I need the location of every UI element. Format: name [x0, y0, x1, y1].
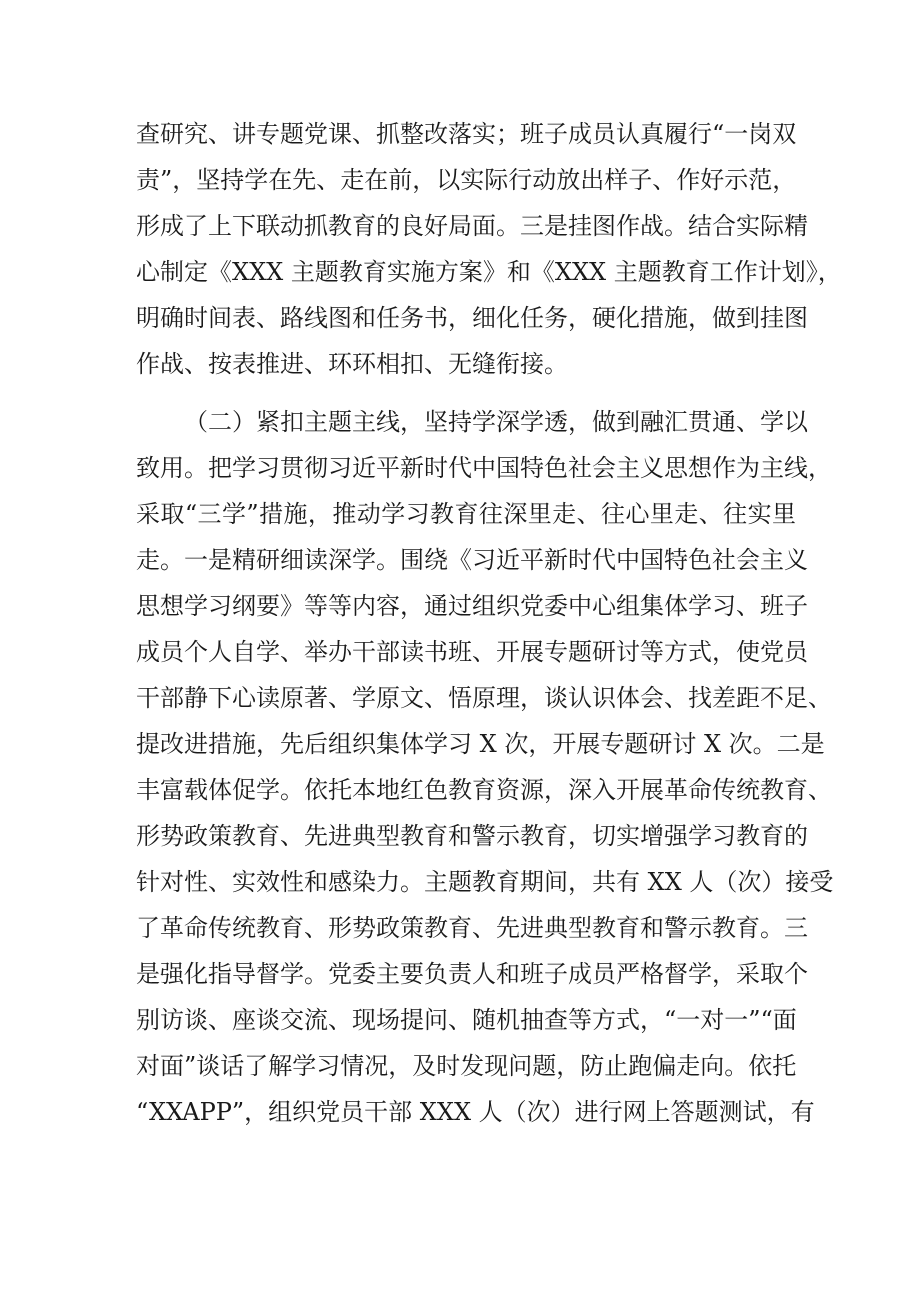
paragraph-line: 明确时间表、路线图和任务书，细化任务，硬化措施，做到挂图	[136, 304, 808, 332]
paragraph-line: 别访谈、座谈交流、现场提问、随机抽查等方式，“一对一”“面	[136, 1006, 797, 1034]
paragraph-line: 针对性、实效性和感染力。主题教育期间，共有 XX 人（次）接受	[136, 868, 834, 896]
paragraph-line-indented: （二）紧扣主题主线，坚持学深学透，做到融汇贯通、学以	[184, 408, 808, 436]
paragraph-line: 责”，坚持学在先、走在前，以实际行动放出样子、作好示范，	[136, 166, 797, 194]
paragraph-line: 丰富载体促学。依托本地红色教育资源，深入开展革命传统教育、	[136, 776, 832, 804]
paragraph-line: 心制定《XXX 主题教育实施方案》和《XXX 主题教育工作计划》，	[136, 258, 842, 286]
paragraph-line: 提改进措施，先后组织集体学习 X 次，开展专题研讨 X 次。二是	[136, 730, 825, 758]
paragraph-line: 形势政策教育、先进典型教育和警示教育，切实增强学习教育的	[136, 822, 808, 850]
paragraph-line: 形成了上下联动抓教育的良好局面。三是挂图作战。结合实际精	[136, 212, 808, 240]
paragraph-line: 思想学习纲要》等等内容，通过组织党委中心组集体学习、班子	[136, 592, 808, 620]
paragraph-line: 成员个人自学、举办干部读书班、开展专题研讨等方式，使党员	[136, 638, 808, 666]
paragraph-line: 查研究、讲专题党课、抓整改落实；班子成员认真履行“一岗双	[136, 120, 797, 148]
paragraph-line: 是强化指导督学。党委主要负责人和班子成员严格督学，采取个	[136, 960, 808, 988]
paragraph-line: “XXAPP”，组织党员干部 XXX 人（次）进行网上答题测试，有	[136, 1098, 815, 1126]
paragraph-line: 对面”谈话了解学习情况，及时发现问题，防止跑偏走向。依托	[136, 1052, 797, 1080]
paragraph-line: 干部静下心读原著、学原文、悟原理，谈认识体会、找差距不足、	[136, 684, 832, 712]
paragraph-line: 了革命传统教育、形势政策教育、先进典型教育和警示教育。三	[136, 914, 808, 942]
paragraph-line: 作战、按表推进、环环相扣、无缝衔接。	[136, 350, 568, 378]
paragraph-line: 致用。把学习贯彻习近平新时代中国特色社会主义思想作为主线，	[136, 454, 832, 482]
paragraph-line: 采取“三学”措施，推动学习教育往深里走、往心里走、往实里	[136, 500, 796, 528]
paragraph-line: 走。一是精研细读深学。围绕《习近平新时代中国特色社会主义	[136, 546, 808, 574]
